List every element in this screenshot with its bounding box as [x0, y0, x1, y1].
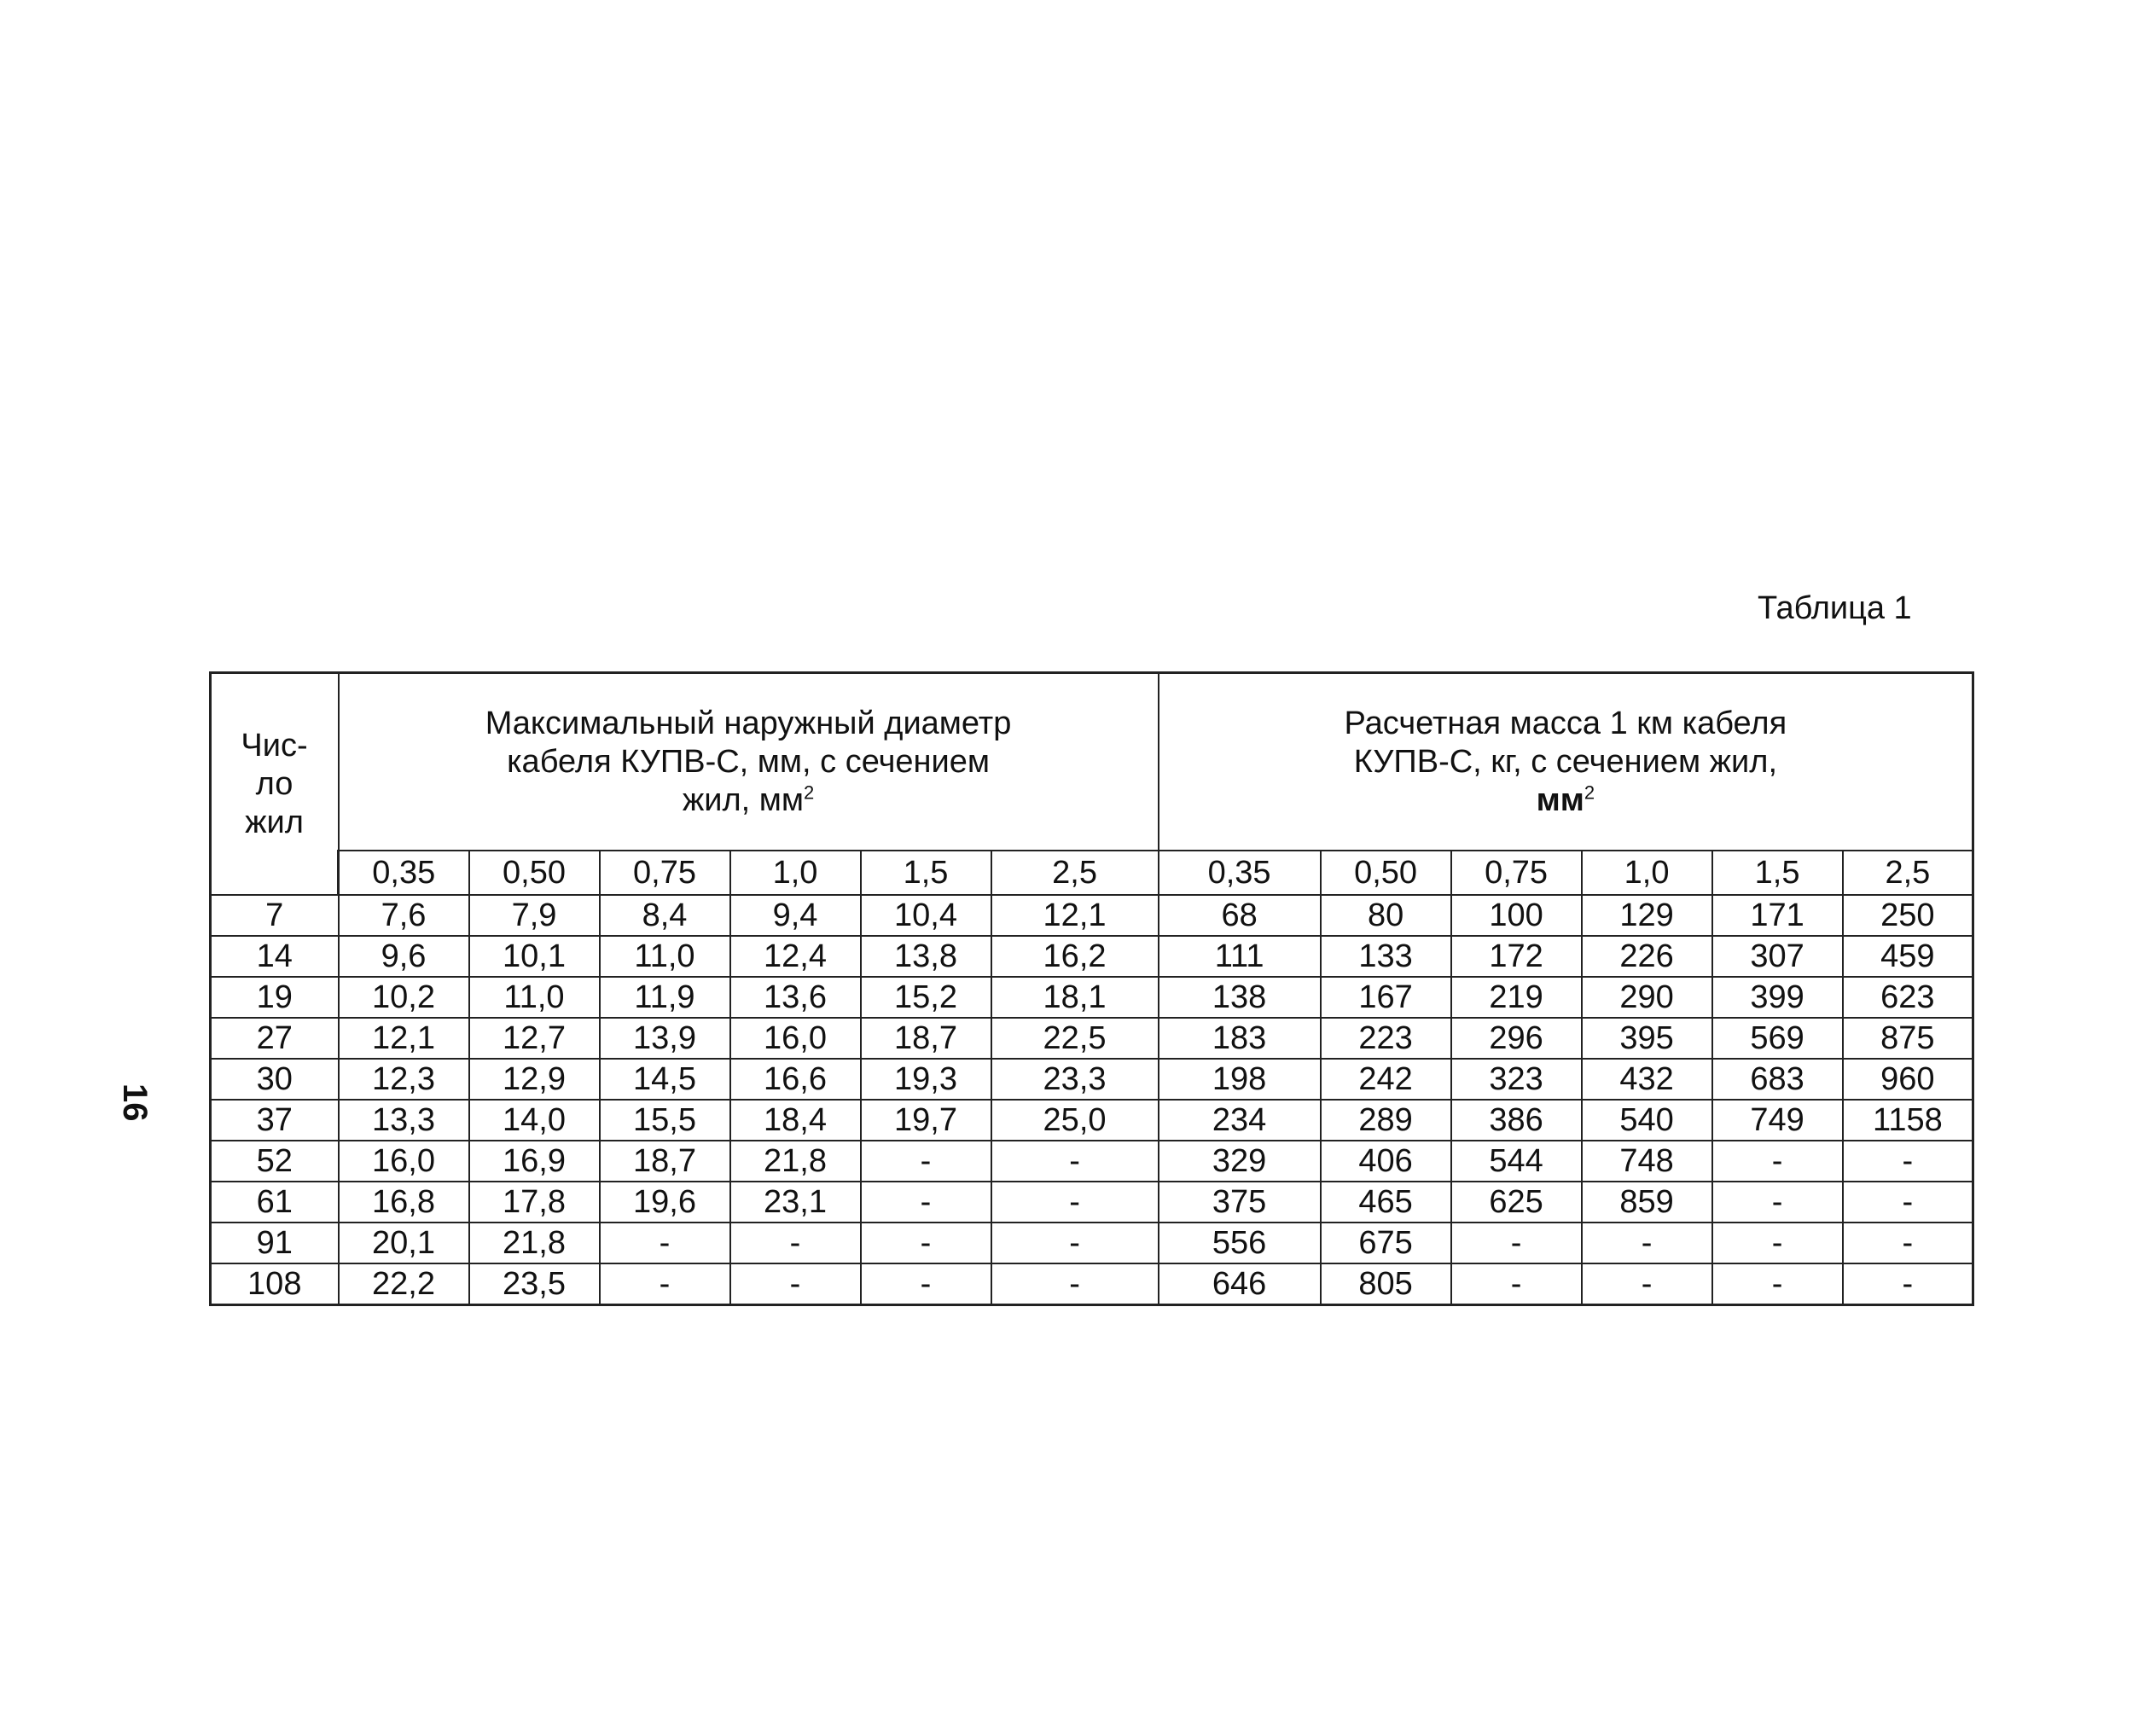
diameter-section-header: 1,5 [861, 851, 991, 895]
mass-cell: 68 [1159, 895, 1321, 936]
diameter-cell: - [730, 1263, 861, 1305]
diameter-cell: - [991, 1263, 1159, 1305]
mass-cell: - [1843, 1182, 1973, 1223]
mass-section-header: 0,50 [1321, 851, 1451, 895]
diameter-section-header: 0,50 [469, 851, 600, 895]
diameter-cell: - [600, 1263, 730, 1305]
table-row [211, 1100, 1973, 1141]
diameter-cell: 22,5 [991, 1018, 1159, 1059]
diameter-section-header: 1,0 [730, 851, 861, 895]
diameter-group-header [339, 673, 1159, 851]
mass-cell: 80 [1321, 895, 1451, 936]
mass-section-header: 2,5 [1843, 851, 1973, 895]
diameter-cell: 19,6 [600, 1182, 730, 1223]
mass-cell: 625 [1451, 1182, 1582, 1223]
diameter-cell: - [991, 1141, 1159, 1182]
diameter-cell: 16,2 [991, 936, 1159, 977]
table-row [211, 1263, 1973, 1305]
diameter-header-line: кабеля КУПВ-С, мм, с сечением [507, 743, 990, 780]
diameter-header-line [340, 781, 1158, 820]
mass-cell: 100 [1451, 895, 1582, 936]
diameter-cell: 16,0 [730, 1018, 861, 1059]
table-row [211, 895, 1973, 936]
diameter-cell: 12,1 [991, 895, 1159, 936]
diameter-cell: - [991, 1182, 1159, 1223]
mass-cell: - [1712, 1223, 1843, 1263]
mass-cell: 748 [1582, 1141, 1712, 1182]
core-count-cell: 108 [211, 1263, 339, 1305]
diameter-cell: 23,1 [730, 1182, 861, 1223]
mass-cell: - [1712, 1141, 1843, 1182]
mass-group-header [1159, 673, 1973, 851]
mass-cell: 172 [1451, 936, 1582, 977]
mass-cell: 133 [1321, 936, 1451, 977]
mass-header-line: Расчетная масса 1 км кабеля [1344, 705, 1787, 741]
diameter-cell: 13,9 [600, 1018, 730, 1059]
diameter-cell: 13,8 [861, 936, 991, 977]
diameter-cell: 23,3 [991, 1059, 1159, 1100]
table-caption: Таблица 1 [1758, 590, 1912, 626]
mass-cell: 544 [1451, 1141, 1582, 1182]
mass-cell: 540 [1582, 1100, 1712, 1141]
diameter-cell: - [861, 1223, 991, 1263]
diameter-cell: - [861, 1182, 991, 1223]
mass-cell: 138 [1159, 977, 1321, 1018]
diameter-cell: 12,4 [730, 936, 861, 977]
diameter-cell: 14,5 [600, 1059, 730, 1100]
mass-cell: - [1451, 1223, 1582, 1263]
mass-cell: 859 [1582, 1182, 1712, 1223]
diameter-cell: 14,0 [469, 1100, 600, 1141]
mass-section-header: 0,75 [1451, 851, 1582, 895]
diameter-section-header: 2,5 [991, 851, 1159, 895]
core-count-cell: 7 [211, 895, 339, 936]
table-row [211, 1059, 1973, 1100]
diameter-cell: 12,1 [339, 1018, 469, 1059]
header-row-groups [211, 673, 1973, 851]
mass-section-header: 1,5 [1712, 851, 1843, 895]
diameter-cell: 11,9 [600, 977, 730, 1018]
mass-cell: 250 [1843, 895, 1973, 936]
diameter-cell: 18,1 [991, 977, 1159, 1018]
diameter-header-line: Максимальный наружный диаметр [485, 705, 1012, 741]
table-row [211, 1141, 1973, 1182]
header-row-sections [211, 851, 1973, 895]
mass-cell: 465 [1321, 1182, 1451, 1223]
diameter-cell: 7,6 [339, 895, 469, 936]
mass-cell: - [1843, 1141, 1973, 1182]
diameter-cell: 17,8 [469, 1182, 600, 1223]
diameter-cell: 21,8 [469, 1223, 600, 1263]
mass-cell: 646 [1159, 1263, 1321, 1305]
core-count-header-line: жил [245, 804, 304, 840]
diameter-cell: 22,2 [339, 1263, 469, 1305]
mass-cell: 111 [1159, 936, 1321, 977]
table-body [211, 895, 1973, 1305]
mass-cell: 569 [1712, 1018, 1843, 1059]
mass-cell: 234 [1159, 1100, 1321, 1141]
core-count-cell: 91 [211, 1223, 339, 1263]
mass-header-line [1159, 781, 1973, 820]
mass-cell: - [1582, 1263, 1712, 1305]
table-row [211, 936, 1973, 977]
diameter-cell: 12,3 [339, 1059, 469, 1100]
mass-cell: 683 [1712, 1059, 1843, 1100]
diameter-cell: 18,7 [600, 1141, 730, 1182]
unit-superscript: 2 [1584, 781, 1595, 803]
core-count-cell: 27 [211, 1018, 339, 1059]
mass-cell: 183 [1159, 1018, 1321, 1059]
mass-cell: 307 [1712, 936, 1843, 977]
diameter-cell: 11,0 [600, 936, 730, 977]
mass-cell: 459 [1843, 936, 1973, 977]
diameter-cell: 19,3 [861, 1059, 991, 1100]
mass-cell: 289 [1321, 1100, 1451, 1141]
diameter-section-header: 0,75 [600, 851, 730, 895]
mass-cell: 623 [1843, 977, 1973, 1018]
diameter-header-unit: жил, мм [682, 781, 804, 818]
mass-cell: 226 [1582, 936, 1712, 977]
mass-cell: 805 [1321, 1263, 1451, 1305]
diameter-cell: 15,2 [861, 977, 991, 1018]
diameter-cell: 18,4 [730, 1100, 861, 1141]
diameter-cell: 23,5 [469, 1263, 600, 1305]
core-count-cell: 52 [211, 1141, 339, 1182]
diameter-cell: 12,7 [469, 1018, 600, 1059]
mass-cell: 129 [1582, 895, 1712, 936]
mass-cell: 167 [1321, 977, 1451, 1018]
diameter-cell: 16,6 [730, 1059, 861, 1100]
diameter-cell: 10,2 [339, 977, 469, 1018]
mass-cell: 432 [1582, 1059, 1712, 1100]
diameter-cell: 13,6 [730, 977, 861, 1018]
diameter-cell: 19,7 [861, 1100, 991, 1141]
diameter-cell: 11,0 [469, 977, 600, 1018]
mass-cell: 375 [1159, 1182, 1321, 1223]
mass-cell: 223 [1321, 1018, 1451, 1059]
core-count-cell: 19 [211, 977, 339, 1018]
page-number: 16 [116, 1083, 154, 1122]
mass-cell: - [1712, 1263, 1843, 1305]
diameter-cell: 18,7 [861, 1018, 991, 1059]
core-count-header-line: Чис- [241, 727, 308, 764]
table-row [211, 1223, 1973, 1263]
core-count-header [211, 673, 339, 896]
diameter-cell: 9,6 [339, 936, 469, 977]
diameter-cell: 16,9 [469, 1141, 600, 1182]
diameter-cell: 15,5 [600, 1100, 730, 1141]
mass-section-header: 0,35 [1159, 851, 1321, 895]
mass-cell: 749 [1712, 1100, 1843, 1141]
core-count-cell: 37 [211, 1100, 339, 1141]
diameter-cell: 8,4 [600, 895, 730, 936]
mass-cell: 386 [1451, 1100, 1582, 1141]
unit-superscript: 2 [804, 781, 815, 803]
diameter-section-header: 0,35 [339, 851, 469, 895]
diameter-cell: 13,3 [339, 1100, 469, 1141]
diameter-cell: 7,9 [469, 895, 600, 936]
mass-cell: 960 [1843, 1059, 1973, 1100]
diameter-cell: 20,1 [339, 1223, 469, 1263]
diameter-cell: - [861, 1263, 991, 1305]
diameter-cell: 10,4 [861, 895, 991, 936]
diameter-cell: 25,0 [991, 1100, 1159, 1141]
table-row [211, 1018, 1973, 1059]
core-count-cell: 30 [211, 1059, 339, 1100]
diameter-cell: 16,0 [339, 1141, 469, 1182]
core-count-cell: 14 [211, 936, 339, 977]
core-count-cell: 61 [211, 1182, 339, 1223]
mass-cell: 198 [1159, 1059, 1321, 1100]
mass-cell: 296 [1451, 1018, 1582, 1059]
mass-cell: 290 [1582, 977, 1712, 1018]
cable-spec-table [209, 671, 1974, 1306]
diameter-cell: 9,4 [730, 895, 861, 936]
diameter-cell: - [730, 1223, 861, 1263]
mass-cell: 675 [1321, 1223, 1451, 1263]
diameter-cell: - [861, 1141, 991, 1182]
mass-cell: - [1843, 1263, 1973, 1305]
mass-cell: 329 [1159, 1141, 1321, 1182]
diameter-cell: 21,8 [730, 1141, 861, 1182]
mass-cell: 406 [1321, 1141, 1451, 1182]
mass-cell: 395 [1582, 1018, 1712, 1059]
mass-header-unit: мм [1536, 781, 1584, 818]
mass-cell: - [1843, 1223, 1973, 1263]
mass-cell: - [1712, 1182, 1843, 1223]
core-count-header-line: ло [255, 765, 293, 802]
mass-cell: 556 [1159, 1223, 1321, 1263]
mass-cell: 323 [1451, 1059, 1582, 1100]
mass-section-header: 1,0 [1582, 851, 1712, 895]
table-row [211, 977, 1973, 1018]
mass-header-line: КУПВ-С, кг, с сечением жил, [1353, 743, 1778, 780]
diameter-cell: - [600, 1223, 730, 1263]
diameter-cell: - [991, 1223, 1159, 1263]
mass-cell: 219 [1451, 977, 1582, 1018]
diameter-cell: 10,1 [469, 936, 600, 977]
mass-cell: 242 [1321, 1059, 1451, 1100]
diameter-cell: 12,9 [469, 1059, 600, 1100]
mass-cell: - [1582, 1223, 1712, 1263]
mass-cell: 875 [1843, 1018, 1973, 1059]
diameter-cell: 16,8 [339, 1182, 469, 1223]
table-row [211, 1182, 1973, 1223]
mass-cell: 171 [1712, 895, 1843, 936]
mass-cell: 1158 [1843, 1100, 1973, 1141]
mass-cell: - [1451, 1263, 1582, 1305]
mass-cell: 399 [1712, 977, 1843, 1018]
